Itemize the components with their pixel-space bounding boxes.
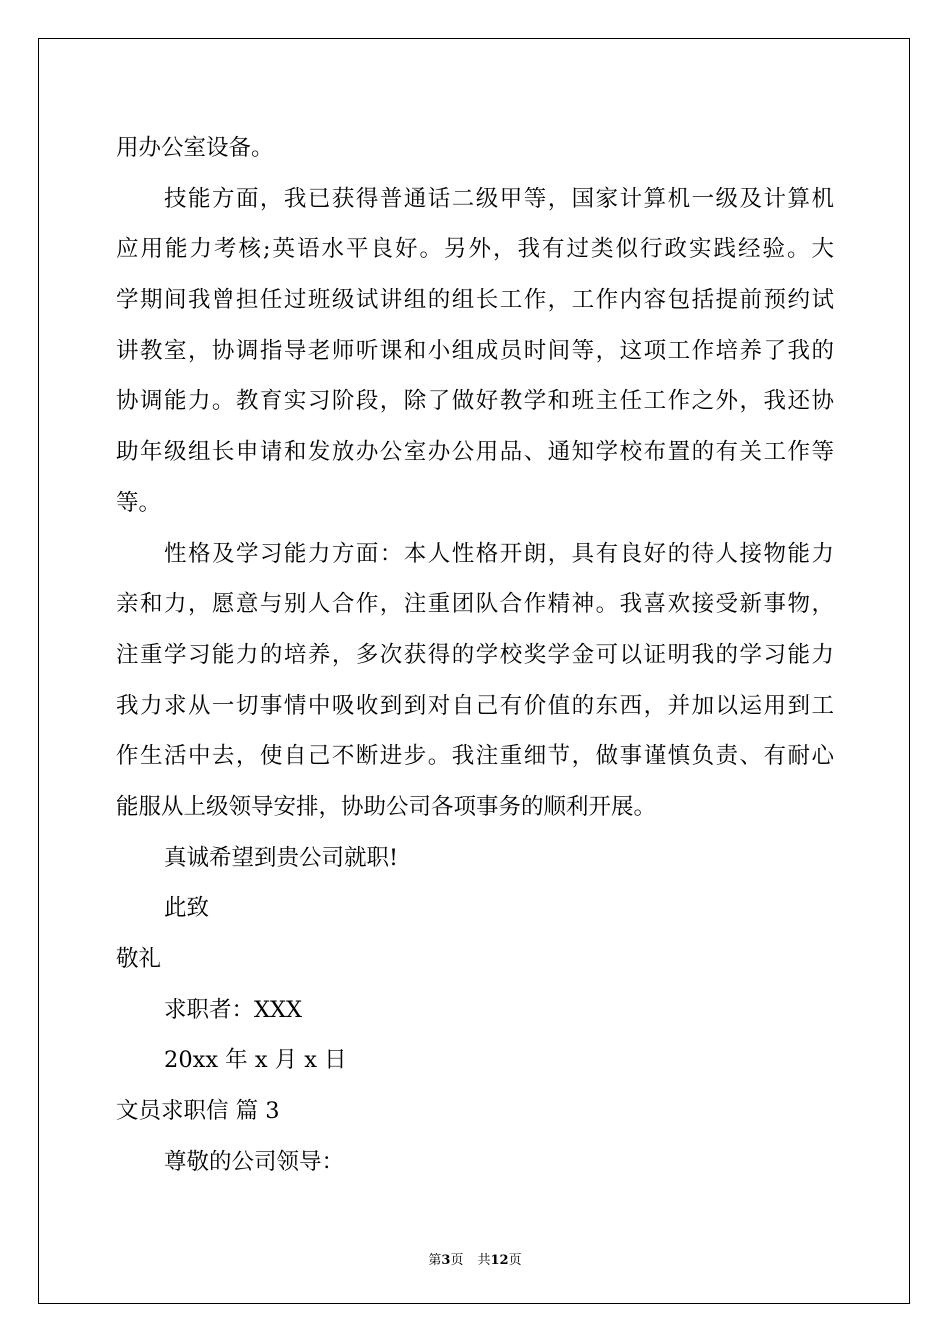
body-line-10: 亲和力，愿意与别人合作，注重团队合作精神。我喜欢接受新事物， xyxy=(116,591,834,618)
body-line-9: 性格及学习能力方面：本人性格开朗，具有良好的待人接物能力 xyxy=(164,540,834,567)
body-line-8: 等。 xyxy=(116,489,162,516)
footer-page-prefix: 第 xyxy=(428,1253,442,1268)
body-line-2: 技能方面，我已获得普通话二级甲等，国家计算机一级及计算机 xyxy=(164,185,834,212)
signature-applicant: 求职者：XXX xyxy=(164,996,303,1023)
footer-page-number: 3 xyxy=(441,1253,451,1268)
body-line-14: 能服从上级领导安排，协助公司各项事务的顺利开展。 xyxy=(116,793,657,820)
document-body xyxy=(116,123,834,1187)
page-footer xyxy=(0,1249,950,1268)
body-line-5: 讲教室，协调指导老师听课和小组成员时间等，这项工作培养了我的 xyxy=(116,337,834,364)
footer-page-suffix: 页 xyxy=(450,1253,464,1268)
footer-total-pages: 12 xyxy=(490,1253,509,1268)
closing-salutation: 此致 xyxy=(164,895,210,922)
closing-wish: 真诚希望到贵公司就职! xyxy=(164,844,399,871)
closing-regards: 敬礼 xyxy=(116,946,162,972)
body-line-12: 我力求从一切事情中吸收到到对自己有价值的东西，并加以运用到工 xyxy=(116,692,834,719)
signature-date: 20xx 年 x 月 x 日 xyxy=(164,1047,347,1074)
body-line-7: 助年级组长申请和发放办公室办公用品、通知学校布置的有关工作等 xyxy=(116,439,834,466)
section-heading: 文员求职信 篇 3 xyxy=(116,1098,280,1125)
footer-total-prefix: 共 xyxy=(477,1253,491,1268)
body-line-11: 注重学习能力的培养，多次获得的学校奖学金可以证明我的学习能力 xyxy=(116,641,834,668)
body-line-13: 作生活中去，使自己不断进步。我注重细节，做事谨慎负责、有耐心 xyxy=(116,743,834,770)
body-line-6: 协调能力。教育实习阶段，除了做好教学和班主任工作之外，我还协 xyxy=(116,388,834,415)
body-line-3: 应用能力考核;英语水平良好。另外，我有过类似行政实践经验。大 xyxy=(116,236,834,263)
footer-total-suffix: 页 xyxy=(508,1253,522,1268)
letter-greeting: 尊敬的公司领导： xyxy=(164,1148,345,1175)
body-line-4: 学期间我曾担任过班级试讲组的组长工作，工作内容包括提前预约试 xyxy=(116,287,834,314)
body-line-1: 用办公室设备。 xyxy=(116,135,274,161)
